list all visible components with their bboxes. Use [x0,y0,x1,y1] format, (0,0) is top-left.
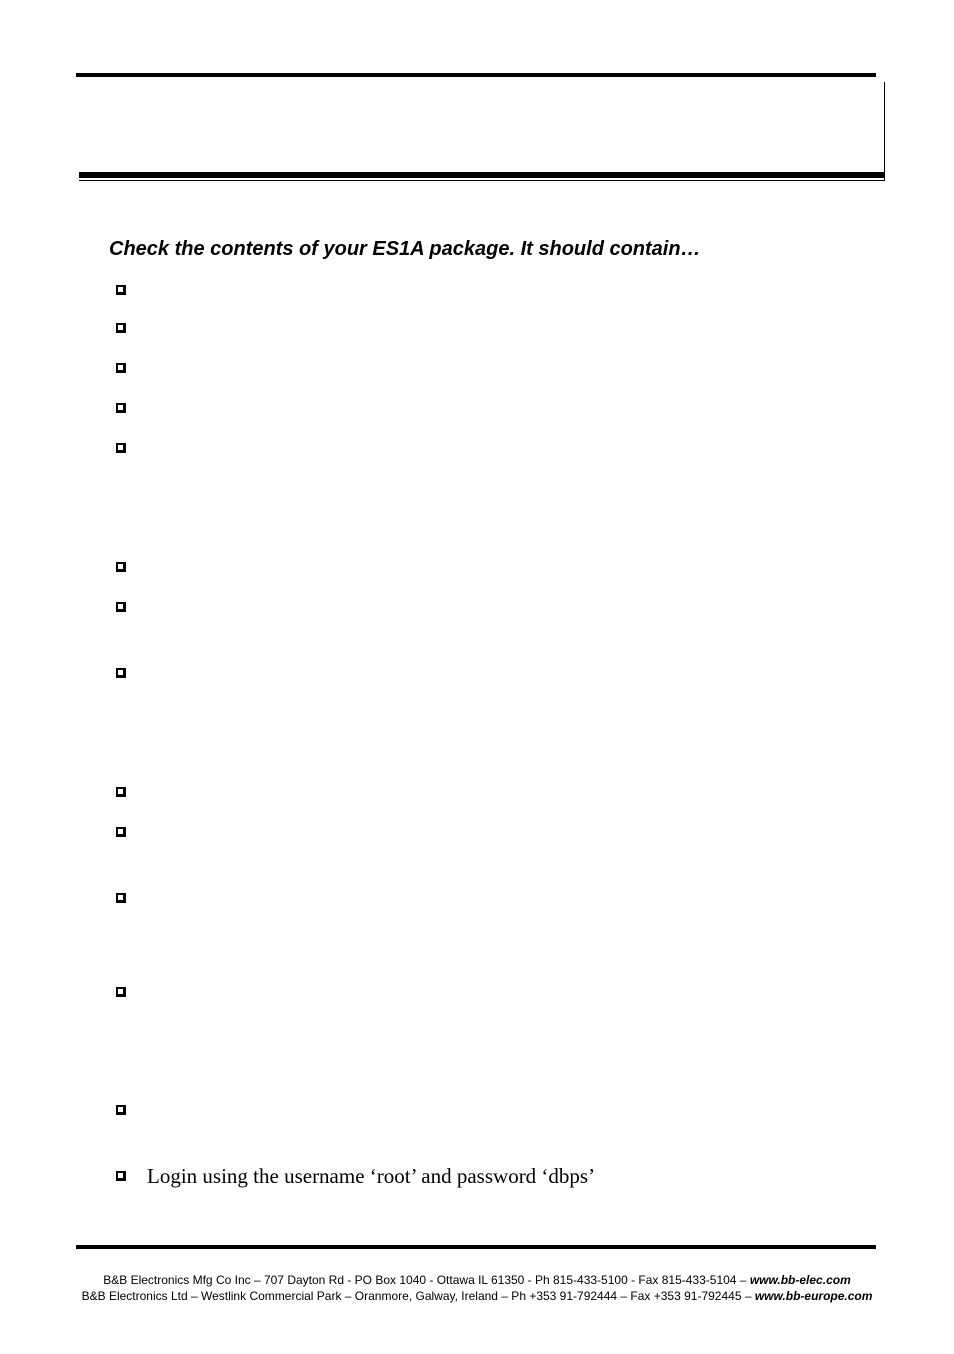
checkbox-icon [116,285,126,295]
checkbox-icon [116,602,126,612]
checklist-item-text: Login using the username ‘root’ and password ‘dbps’ [147,1164,596,1188]
footer-us-url[interactable]: www.bb-elec.com [749,1273,851,1287]
footer-rule [76,1245,876,1249]
checkbox-icon [116,403,126,413]
header-bottom-rule-thick [79,172,885,178]
footer-us-text: B&B Electronics Mfg Co Inc – 707 Dayton Rd - PO Box 1040 - Ottawa IL 61350 - Ph 815-433-5100 - Fax 815-433-5104 – [103,1273,750,1287]
checkbox-icon [116,1171,126,1181]
footer-address-eu [0,1288,954,1304]
checkbox-icon [116,668,126,678]
header-right-rule [884,82,885,181]
checkbox-icon [116,1105,126,1115]
header-top-rule [76,73,876,77]
checkbox-icon [116,987,126,997]
checkbox-icon [116,562,126,572]
section-heading: Check the contents of your ES1A package. It should contain… [109,238,701,260]
header-bottom-rule-thin [79,180,885,181]
checkbox-icon [116,787,126,797]
checkbox-icon [116,363,126,373]
checkbox-icon [116,323,126,333]
footer-eu-text: B&B Electronics Ltd – Westlink Commercial Park – Oranmore, Galway, Ireland – Ph +353 91-792444 – Fax +353 91-792445 – [81,1289,755,1303]
footer-eu-url[interactable]: www.bb-europe.com [754,1289,873,1303]
checkbox-icon [116,893,126,903]
checkbox-icon [116,827,126,837]
footer-address-us [0,1272,954,1288]
checkbox-icon [116,443,126,453]
